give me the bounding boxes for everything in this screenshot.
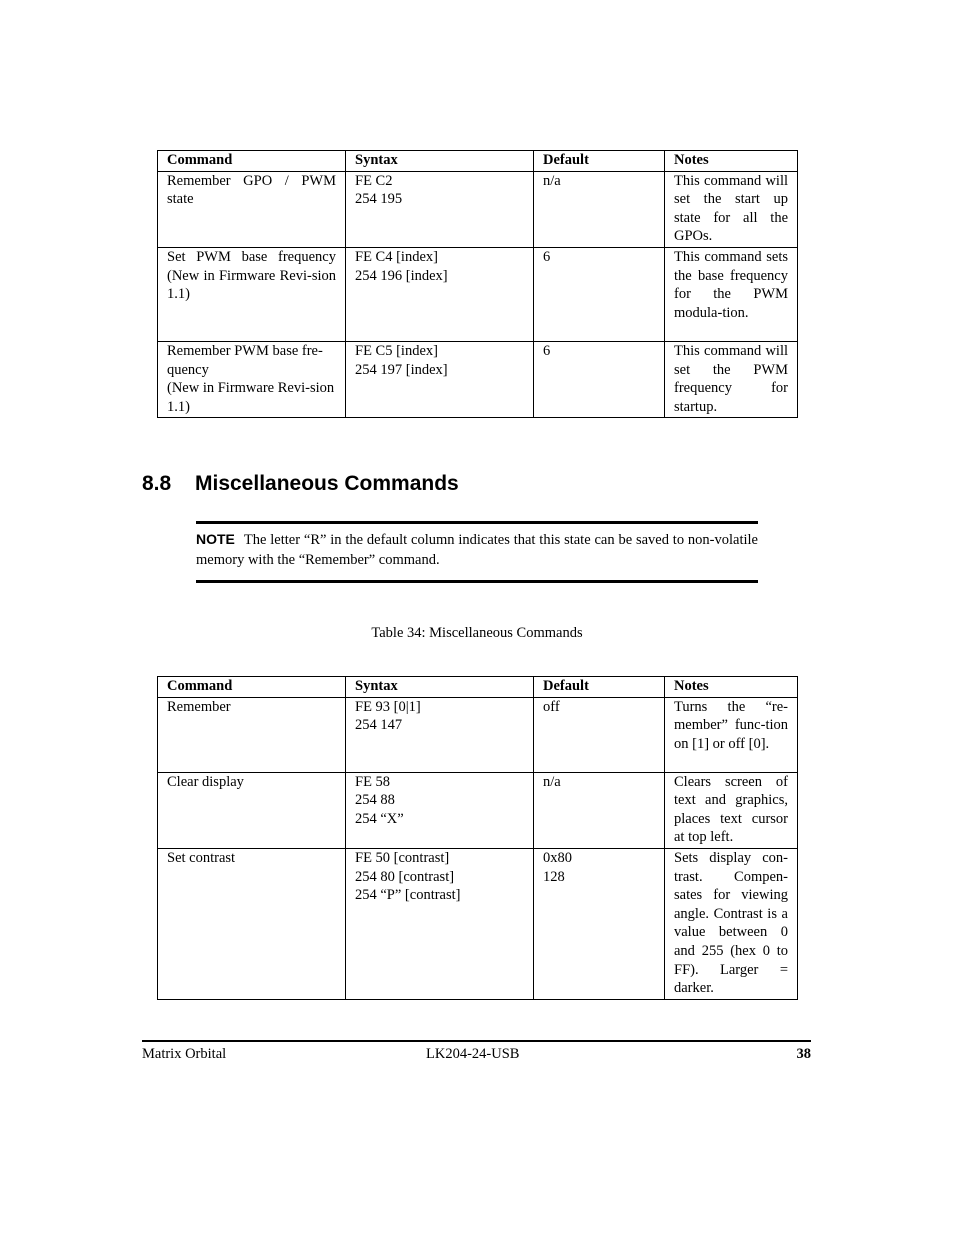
command-cell: Clear display bbox=[158, 772, 346, 848]
table-row bbox=[158, 848, 798, 999]
default-cell: off bbox=[534, 697, 665, 772]
syntax-cell: FE C5 [index] 254 197 [index] bbox=[346, 341, 534, 417]
footer-rule bbox=[142, 1040, 811, 1042]
syntax-cell: FE 58 254 88 254 “X” bbox=[346, 772, 534, 848]
column-header-syntax: Syntax bbox=[346, 677, 534, 698]
notes-cell: This command will set the PWM frequency for startup. bbox=[665, 341, 798, 417]
default-cell: 6 bbox=[534, 247, 665, 341]
column-header-command: Command bbox=[158, 151, 346, 172]
table-caption: Table 34: Miscellaneous Commands bbox=[371, 625, 583, 641]
notes-cell: This command sets the base frequency for the PWM modula-tion. bbox=[665, 247, 798, 341]
default-cell: n/a bbox=[534, 772, 665, 848]
command-cell: Remember GPO / PWM state bbox=[158, 171, 346, 247]
page-number: 38 bbox=[796, 1046, 811, 1062]
note-box bbox=[196, 521, 758, 583]
notes-cell: Turns the “re-member” func-tion on [1] or off [0]. bbox=[665, 697, 798, 772]
command-cell: Set PWM base frequency (New in Firmware Revi-sion 1.1) bbox=[158, 247, 346, 341]
note-label: NOTE bbox=[196, 531, 235, 547]
section-heading bbox=[142, 469, 459, 499]
command-cell: Set contrast bbox=[158, 848, 346, 999]
notes-cell: Sets display con-trast. Compen-sates for viewing angle. Contrast is a value between 0 and 255 (hex 0 to FF). Larger = darker. bbox=[665, 848, 798, 999]
gpo-pwm-commands-table bbox=[157, 150, 798, 418]
table-row bbox=[158, 341, 798, 417]
syntax-cell: FE 93 [0|1] 254 147 bbox=[346, 697, 534, 772]
table-row bbox=[158, 171, 798, 247]
default-cell: 6 bbox=[534, 341, 665, 417]
column-header-notes: Notes bbox=[665, 151, 798, 172]
column-header-command: Command bbox=[158, 677, 346, 698]
syntax-cell: FE C2 254 195 bbox=[346, 171, 534, 247]
table-row bbox=[158, 697, 798, 772]
default-cell: n/a bbox=[534, 171, 665, 247]
syntax-cell: FE 50 [contrast] 254 80 [contrast] 254 “P” [contrast] bbox=[346, 848, 534, 999]
column-header-notes: Notes bbox=[665, 677, 798, 698]
command-cell: Remember PWM base fre-quency (New in Firmware Revi-sion 1.1) bbox=[158, 341, 346, 417]
table-row bbox=[158, 772, 798, 848]
notes-cell: Clears screen of text and graphics, places text cursor at top left. bbox=[665, 772, 798, 848]
footer-company: Matrix Orbital bbox=[142, 1046, 227, 1062]
miscellaneous-commands-table bbox=[157, 676, 798, 1000]
table-header-row bbox=[158, 677, 798, 698]
note-text: The letter “R” in the default column indicates that this state can be saved to non-volatile memory with the “Remember” command. bbox=[196, 532, 758, 568]
command-cell: Remember bbox=[158, 697, 346, 772]
table-header-row bbox=[158, 151, 798, 172]
table-row bbox=[158, 247, 798, 341]
section-title: Miscellaneous Commands bbox=[195, 472, 459, 495]
section-number: 8.8 bbox=[142, 472, 172, 495]
default-cell: 0x80 128 bbox=[534, 848, 665, 999]
syntax-cell: FE C4 [index] 254 196 [index] bbox=[346, 247, 534, 341]
footer-product: LK204-24-USB bbox=[426, 1046, 520, 1062]
notes-cell: This command will set the start up state for all the GPOs. bbox=[665, 171, 798, 247]
column-header-syntax: Syntax bbox=[346, 151, 534, 172]
column-header-default: Default bbox=[534, 677, 665, 698]
column-header-default: Default bbox=[534, 151, 665, 172]
